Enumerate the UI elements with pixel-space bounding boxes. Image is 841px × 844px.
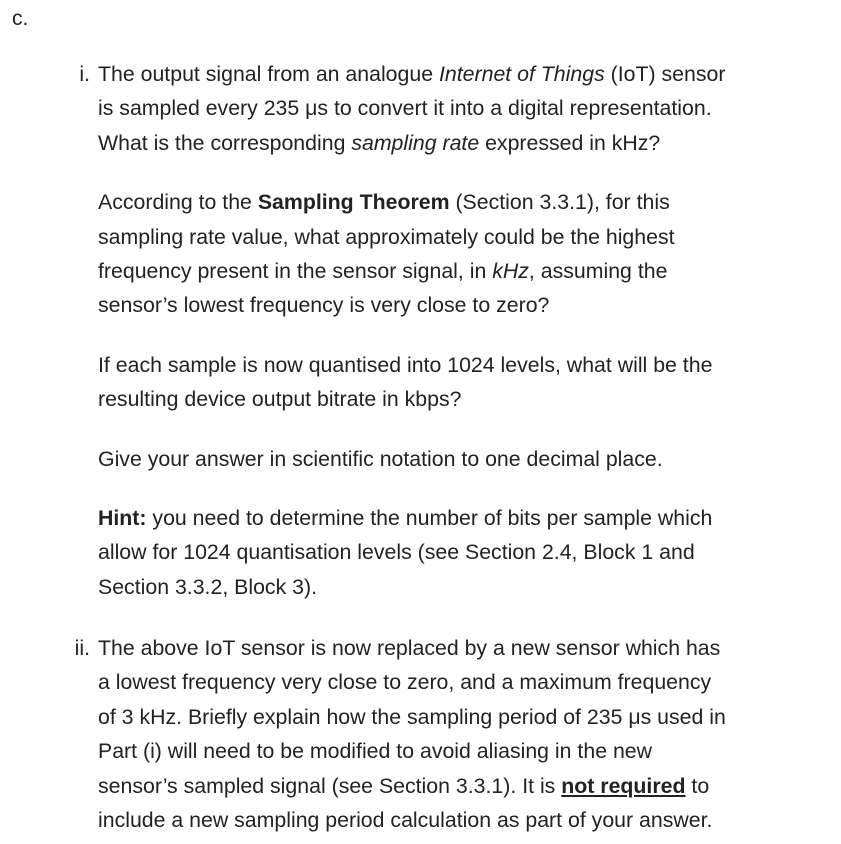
text-line: sensor’s sampled signal (see Section 3.3.1). It is not required to (98, 773, 710, 798)
question-paragraph (98, 185, 798, 323)
text-line: Section 3.3.2, Block 3). (98, 574, 318, 599)
hint-paragraph (98, 501, 798, 604)
text-line: of 3 kHz. Briefly explain how the sampling period of 235 μs used in (98, 704, 726, 729)
hint-label: Hint: (98, 506, 147, 531)
text-line: frequency present in the sensor signal, in kHz, assuming the (98, 259, 668, 284)
text-line: The output signal from an analogue Internet of Things (IoT) sensor (98, 62, 726, 86)
item-marker: ii. (74, 636, 90, 660)
text-line: Part (i) will need to be modified to avoid aliasing in the new (98, 739, 653, 764)
text-line: Give your answer in scientific notation to one decimal place. (98, 446, 663, 471)
text-line: Hint: you need to determine the number of bits per sample which (98, 506, 713, 531)
text-line: a lowest frequency very close to zero, and a maximum frequency (98, 670, 712, 695)
text-line: sampling rate value, what approximately could be the highest (98, 224, 675, 249)
instruction-paragraph (98, 442, 798, 476)
text-line: resulting device output bitrate in kbps? (98, 387, 462, 412)
text-line: According to the Sampling Theorem (Section 3.3.1), for this (98, 190, 670, 215)
text-line: What is the corresponding sampling rate expressed in kHz? (98, 130, 661, 155)
question-paragraph (98, 348, 798, 417)
item-marker: i. (79, 62, 90, 86)
text-line: The above IoT sensor is now replaced by a new sensor which has (98, 636, 721, 660)
section-label: c. (12, 7, 29, 30)
text-line: sensor’s lowest frequency is very close to zero? (98, 293, 550, 318)
text-line: include a new sampling period calculation as part of your answer. (98, 808, 713, 833)
text-line: is sampled every 235 μs to convert it into a digital representation. (98, 96, 712, 121)
text-line: allow for 1024 quantisation levels (see Section 2.4, Block 1 and (98, 540, 695, 565)
question-item-ii (74, 631, 798, 837)
not-required-emphasis: not required (561, 773, 686, 798)
question-paragraph (98, 57, 798, 160)
text-line: If each sample is now quantised into 1024 levels, what will be the (98, 352, 713, 377)
question-item-i (79, 57, 798, 604)
question-paragraph (98, 631, 798, 837)
